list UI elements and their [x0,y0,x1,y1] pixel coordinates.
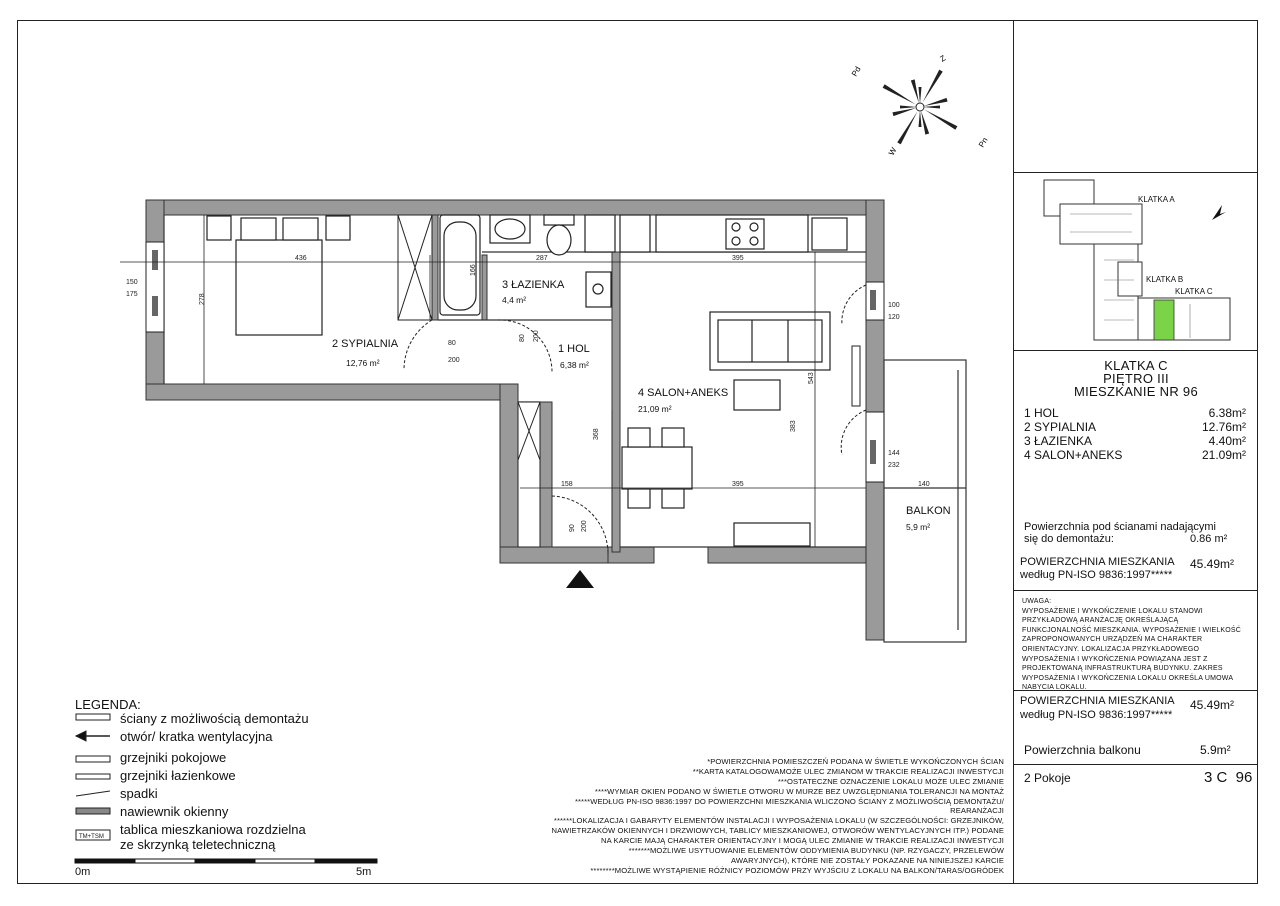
keyplan [1044,180,1230,340]
room-row-area: 21.09m² [1201,448,1246,462]
footnote-4: ****WYMIAR OKIEN PODANO W ŚWIETLE OTWORU W MURZE BEZ UWZGLĘDNIANIA TOLERANCJI NA MONTAŻ [594,787,1004,796]
total1-label-2: według PN-ISO 9836:1997***** [1020,569,1173,581]
room-label-salon: 4 SALON+ANEKS [638,387,729,399]
balcony-value: 5.9m² [1200,743,1231,757]
dim-90: 90 [569,524,576,532]
room-area-sypialnia: 12,76 m² [346,358,380,368]
dim-436: 436 [295,255,307,262]
apartment-title: MIESZKANIE NR 96 [1074,384,1198,399]
wardrobe-icon [398,215,432,320]
legend-bath-radiator-icon [76,774,110,779]
room-row-label: 4 SALON+ANEKS [1024,448,1123,462]
hall-wardrobe-icon [518,402,540,547]
footnote-6b: NAWIETRZAKÓW OKIENNYCH I DRZWIOWYCH, TABLICY MIESZKANIOWEJ, OTWORÓW WENTYLACYJNYCH ITP.) PODANE [551,826,1004,835]
demolition-label-1: Powierzchnia pod ścianami nadającymi [1024,521,1216,533]
room-row-salon [1024,448,1246,462]
dim-120: 120 [888,314,900,321]
uwaga-title: UWAGA: [1022,598,1052,605]
balcony-outline [884,360,966,642]
compass-label-pn: Pn [976,136,990,149]
legend-item-panel: tablica mieszkaniowa rozdzielna [120,822,306,837]
dining-table-icon [622,428,810,546]
room-label-lazienka: 3 ŁAZIENKA [502,279,565,291]
dim-383: 383 [790,420,797,432]
footnote-2: **KARTA KATALOGOWAMOŻE ULEC ZMIANOM W TRAKCIE REALIZACJI INWESTYCJI [692,767,1004,776]
legend-wall-icon [76,714,110,720]
footnote-1: *POWIERZCHNIA POMIESZCZEŃ PODANA W ŚWIETLE WYKOŃCZONYCH ŚCIAN [707,757,1004,766]
scale-start: 0m [75,866,91,878]
compass-rose-icon [883,70,958,145]
legend-title: LEGENDA: [75,697,141,712]
legend-item-bath-radiators: grzejniki łazienkowe [120,768,236,783]
total1-value: 45.49m² [1190,557,1235,571]
dim-200a: 200 [448,357,460,364]
dim-80a: 80 [448,340,456,347]
dim-166: 166 [470,264,477,276]
demolition-value: 0.86 m² [1190,533,1228,545]
legend-item-vent: otwór/ kratka wentylacyjna [120,729,273,744]
dim-543: 543 [808,372,815,384]
dim-100: 100 [888,302,900,309]
balcony-label: Powierzchnia balkonu [1024,743,1141,757]
room-row-area: 6.38m² [1208,406,1246,420]
dim-278: 278 [199,293,206,305]
legend-tm-label: TM+TSM [79,834,104,840]
room-area-balkon: 5,9 m² [906,522,931,532]
dim-150: 150 [126,279,138,286]
dim-395b: 395 [732,481,744,488]
bed-icon [207,216,350,335]
legend-item-window-vent: nawiewnik okienny [120,804,229,819]
kitchen-icon [585,215,847,252]
room-row-sypialnia [1024,420,1246,434]
legend-item-radiators: grzejniki pokojowe [120,750,227,765]
keyplan-highlight [1154,300,1174,340]
entrance-marker-icon [566,570,594,588]
legend-item-slopes: spadki [120,786,158,801]
floor-title: PIĘTRO III [1103,371,1169,386]
scale-end: 5m [356,866,372,878]
footnote-3: ***OSTATECZNE OZNACZENIE LOKALU MOŻE ULEC ZMIANIE [777,777,1004,786]
dim-200b: 200 [533,330,540,342]
dim-368: 368 [593,428,600,440]
keyplan-north-arrow-icon [1212,205,1226,220]
footnote-5: *****WEDŁUG PN-ISO 9836:1997 DO POWIERZCHNI MIESZKANIA WLICZONO ŚCIANY Z MOŻLIWOŚCIĄ DEMONTAŻU/ [574,797,1004,806]
room-row-label: 3 ŁAZIENKA [1024,434,1093,448]
dim-80b: 80 [519,334,526,342]
total1-label-1: POWIERZCHNIA MIESZKANIA [1020,556,1175,568]
footnote-7b: AWARYJNYCH), KTÓRE NIE ZOSTAŁY POKAZANE NA NINIEJSZEJ KARCIE [731,856,1004,865]
compass-label-z: Z [938,53,948,64]
room-label-hol: 1 HOL [558,343,590,355]
staircase-title: KLATKA C [1104,358,1168,373]
total2-label-2: według PN-ISO 9836:1997***** [1020,709,1173,721]
room-area-hol: 6,38 m² [560,360,589,370]
dim-200c: 200 [581,520,588,532]
room-label-sypialnia: 2 SYPIALNIA [332,338,399,350]
keyplan-label-b: KLATKA B [1146,275,1184,284]
uwaga-note [1022,597,1248,693]
dim-158: 158 [561,481,573,488]
legend-vent-icon [76,731,86,741]
legend-item-walls: ściany z możliwością demontażu [120,711,309,726]
footnote-8: ********MOŻLIWE WYSTĄPIENIE RÓŻNICY POZIOMÓW PRZY WYJŚCIU Z LOKALU NA BALKON/TARAS/OGRÓDEK [590,866,1004,875]
dim-140: 140 [918,481,930,488]
room-row-area: 12.76m² [1201,420,1246,434]
room-row-hol [1024,406,1246,420]
legend-item-panel-2: ze skrzynką teletechniczną [120,837,276,852]
legend-symbols [76,714,110,840]
footnote-6c: NA KARCIE MAJĄ CHARAKTER ORIENTACYJNY I MOGĄ ULEC ZMIANIE W TRAKCIE REALIZACJI INWESTYCJI [601,836,1004,845]
room-row-lazienka [1024,434,1246,448]
legend-slope-icon [76,791,110,796]
rooms-count: 2 Pokoje [1024,771,1071,785]
room-row-area: 4.40m² [1208,434,1246,448]
legend-radiator-icon [76,756,110,762]
toilet-icon [544,215,574,225]
compass-label-pd: Pd [849,65,863,78]
apartment-code: 3 C 96 [1204,769,1253,786]
footnote-7: *******MOŻLIWE USYTUOWANIE ELEMENTÓW ODDYMIENIA BUDYNKU (NP. RZYGACZY, PRZELEWÓW [628,846,1004,855]
room-row-label: 2 SYPIALNIA [1024,420,1097,434]
demolition-label-2: się do demontażu: [1024,533,1114,545]
keyplan-label-a: KLATKA A [1138,195,1175,204]
footnote-5b: REARANŻACJI [950,806,1004,815]
keyplan-label-c: KLATKA C [1175,287,1213,296]
dim-287: 287 [536,255,548,262]
room-row-label: 1 HOL [1024,406,1059,420]
footnote-6: ******LOKALIZACJA I GABARYTY ELEMENTÓW INSTALACJI I WYPOSAŻENIA LOKALU (W SZCZEGÓLNOŚCI: GRZEJNIKÓW, [553,816,1004,825]
dim-144: 144 [888,450,900,457]
room-area-lazienka: 4,4 m² [502,295,527,305]
dim-232: 232 [888,462,900,469]
compass-label-w: W [886,145,899,157]
legend-vent-window-icon [76,808,110,814]
uwaga-text: WYPOSAŻENIE I WYKOŃCZENIE LOKALU STANOWI PRZYKŁADOWĄ ARANŻACJĘ OKREŚLAJĄCĄ FUNKCJONALNOŚĆ MIESZKANIA. WYPOSAŻENIE I WIELKOŚĆ ZAPROPONOWANYCH URZĄDZEŃ MA CHARAKTER ORIENTACYJNY. LOKALIZACJA PRZYKŁADOWEGO WYPOSAŻENIA I WYKOŃCZENIA POWIĄZANA JEST Z PROJEKTOWANĄ INFRASTRUKTURĄ BUDYNKU. ZAKRES WYPOSAŻENIA I WYKOŃCZENIA LOKALU OKREŚLA UMOWA NABYCIA LOKALU. [1022,607,1242,692]
total2-value: 45.49m² [1190,698,1235,712]
dim-395a: 395 [732,255,744,262]
total2-label-1: POWIERZCHNIA MIESZKANIA [1020,695,1175,707]
dim-175: 175 [126,291,138,298]
room-area-salon: 21,09 m² [638,404,672,414]
room-label-balkon: BALKON [906,505,951,517]
